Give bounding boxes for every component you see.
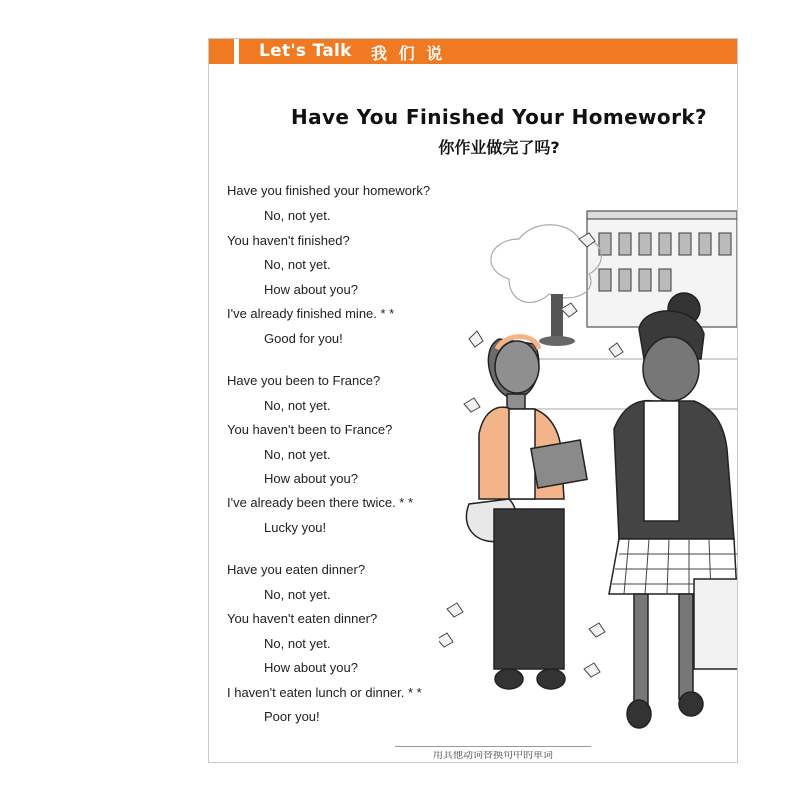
school-building-illustration xyxy=(587,211,737,327)
footer-note: 用其他动词替换句中的单词 xyxy=(433,751,553,761)
page-subtitle: 你作业做完了吗? xyxy=(438,138,560,157)
illustration-two-students xyxy=(439,209,737,739)
dialogue-line: Have you eaten dinner? xyxy=(227,562,366,577)
dialogue-line: I've already finished mine. * * xyxy=(227,306,395,321)
dialogue-line: How about you? xyxy=(264,660,358,675)
dialogue-line: No, not yet. xyxy=(264,447,331,462)
page-title: Have You Finished Your Homework? xyxy=(290,105,708,129)
dialogue-line: Have you finished your homework? xyxy=(227,183,431,198)
dialogue-line: You haven't finished? xyxy=(227,233,350,248)
section-banner xyxy=(209,39,737,64)
dialogue-line: No, not yet. xyxy=(264,257,331,272)
dialogue-line: I've already been there twice. * * xyxy=(227,495,414,510)
dialogue-line: No, not yet. xyxy=(264,208,331,223)
dialogue-line: Have you been to France? xyxy=(227,373,381,388)
dialogue-line: Poor you! xyxy=(264,709,320,724)
banner-label-zh: 我 们 说 xyxy=(371,44,446,63)
footer-rule xyxy=(395,746,591,747)
dialogue-line: I haven't eaten lunch or dinner. * * xyxy=(227,685,422,700)
dialogue-line: No, not yet. xyxy=(264,587,331,602)
dialogue-line: No, not yet. xyxy=(264,398,331,413)
dialogue-line: You haven't been to France? xyxy=(227,422,393,437)
banner-block xyxy=(209,39,239,64)
girl-right-illustration xyxy=(609,293,737,728)
dialogue-line: You haven't eaten dinner? xyxy=(227,611,378,626)
girl-left-illustration xyxy=(466,337,587,689)
dialogue-line: How about you? xyxy=(264,471,358,486)
dialogue-line: No, not yet. xyxy=(264,636,331,651)
book-page xyxy=(208,38,738,763)
dialogue-line: How about you? xyxy=(264,282,358,297)
dialogue-line: Good for you! xyxy=(264,331,343,346)
dialogue-line: Lucky you! xyxy=(264,520,327,535)
banner-label-en: Let's Talk xyxy=(259,41,352,61)
